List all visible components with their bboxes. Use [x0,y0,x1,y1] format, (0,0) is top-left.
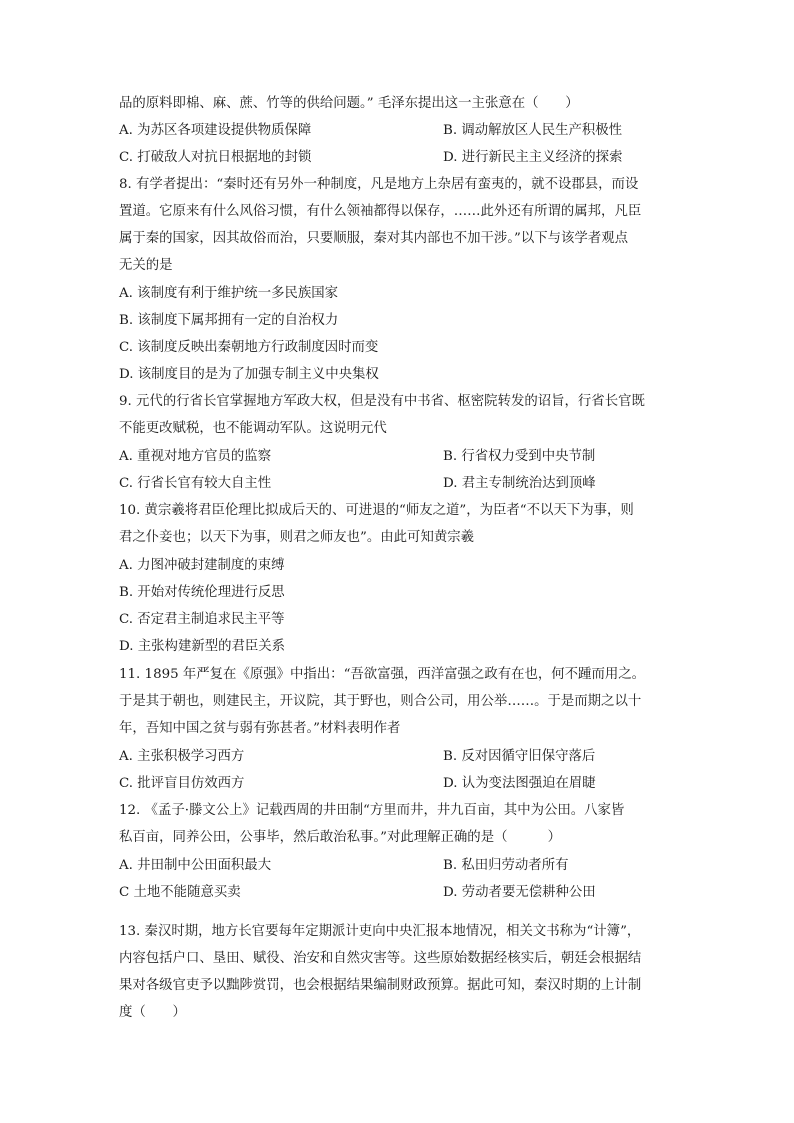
q12-option-b: B. 私田归劳动者所有 [443,858,569,873]
q7-option-b: B. 调动解放区人民生产积极性 [443,123,623,138]
q12-option-c: C 土地不能随意买卖 [119,885,241,900]
q8-stem-line-2: 置道。它原来有什么风俗习惯，有什么领袖都得以保存，……此外还有所谓的属邦，凡臣 [119,204,642,219]
q8-option-a: A. 该制度有利于维护统一多民族国家 [119,286,339,301]
q8-option-d: D. 该制度目的是为了加强专制主义中央集权 [119,367,379,382]
q12-option-a: A. 井田制中公田面积最大 [119,858,272,873]
q8-option-c: C. 该制度反映出秦朝地方行政制度因时而变 [119,340,379,355]
q11-stem-line-1: 11. 1895 年严复在《原强》中指出：“吾欲富强，西洋富强之政有在也，何不踵而用之。 [119,667,646,682]
q8-stem-line-4: 无关的是 [119,258,173,273]
q11-option-b: B. 反对因循守旧保守落后 [443,749,596,764]
q10-option-a: A. 力图冲破封建制度的束缚 [119,558,285,573]
q8-option-b: B. 该制度下属邦拥有一定的自治权力 [119,313,339,328]
q8-stem-line-3: 属于秦的国家，因其故俗而治，只要顺服，秦对其内部也不加干涉。”以下与该学者观点 [119,231,628,246]
q9-stem-line-1: 9. 元代的行省长官掌握地方军政大权，但是没有中书省、枢密院转发的诏旨，行省长官既 [119,394,645,409]
q7-stem-line: 品的原料即棉、麻、蔗、竹等的供给问题。” 毛泽东提出这一主张意在（ ） [119,96,579,111]
q7-option-a: A. 为苏区各项建设提供物质保障 [119,123,312,138]
q10-option-c: C. 否定君主制追求民主平等 [119,612,285,627]
q13-stem-line-1: 13. 秦汉时期，地方长官要每年定期派计吏向中央汇报本地情况，相关文书称为“计簿”， [119,924,641,939]
q10-option-b: B. 开始对传统伦理进行反思 [119,585,285,600]
q12-option-d: D. 劳动者要无偿耕种公田 [443,885,596,900]
q10-stem-line-2: 君之仆妾也；以天下为事，则君之师友也”。由此可知黄宗羲 [119,530,474,545]
q9-option-b: B. 行省权力受到中央节制 [443,449,596,464]
q8-stem-line-1: 8. 有学者提出：“秦时还有另外一种制度，凡是地方上杂居有蛮夷的，就不设郡县，而设 [119,177,639,192]
q9-option-d: D. 君主专制统治达到顶峰 [443,476,596,491]
q13-stem-line-4: 度（ ） [119,1005,186,1020]
q7-option-c: C. 打破敌人对抗日根据地的封锁 [119,150,312,165]
q11-stem-line-3: 年，吾知中国之贫与弱有弥甚者。”材料表明作者 [119,721,401,736]
q12-stem-line-2: 私百亩，同养公田，公事毕，然后敢治私事。”对此理解正确的是（ ） [119,830,562,845]
q13-stem-line-3: 果对各级官吏予以黜陟赏罚，也会根据结果编制财政预算。据此可知，秦汉时期的上计制 [119,978,642,993]
q13-stem-line-2: 内容包括户口、垦田、赋役、治安和自然灾害等。这些原始数据经核实后，朝廷会根据结 [119,951,642,966]
q7-option-d: D. 进行新民主主义经济的探索 [443,150,623,165]
q10-option-d: D. 主张构建新型的君臣关系 [119,639,286,654]
q11-option-c: C. 批评盲目仿效西方 [119,776,245,791]
q10-stem-line-1: 10. 黄宗羲将君臣伦理比拟成后天的、可进退的“师友之道”，为臣者“不以天下为事，则 [119,503,634,518]
q9-option-c: C. 行省长官有较大自主性 [119,476,272,491]
q9-option-a: A. 重视对地方官员的监察 [119,449,272,464]
q11-option-d: D. 认为变法图强迫在眉睫 [443,776,596,791]
q11-option-a: A. 主张积极学习西方 [119,749,245,764]
q12-stem-line-1: 12. 《孟子·滕文公上》记载西周的井田制“方里而井，井九百亩，其中为公田。八家皆 [119,803,625,818]
q9-stem-line-2: 不能更改赋税，也不能调动军队。这说明元代 [119,421,387,436]
q11-stem-line-2: 于是其于朝也，则建民主，开议院，其于野也，则合公司，用公举……。于是而期之以十 [119,694,642,709]
